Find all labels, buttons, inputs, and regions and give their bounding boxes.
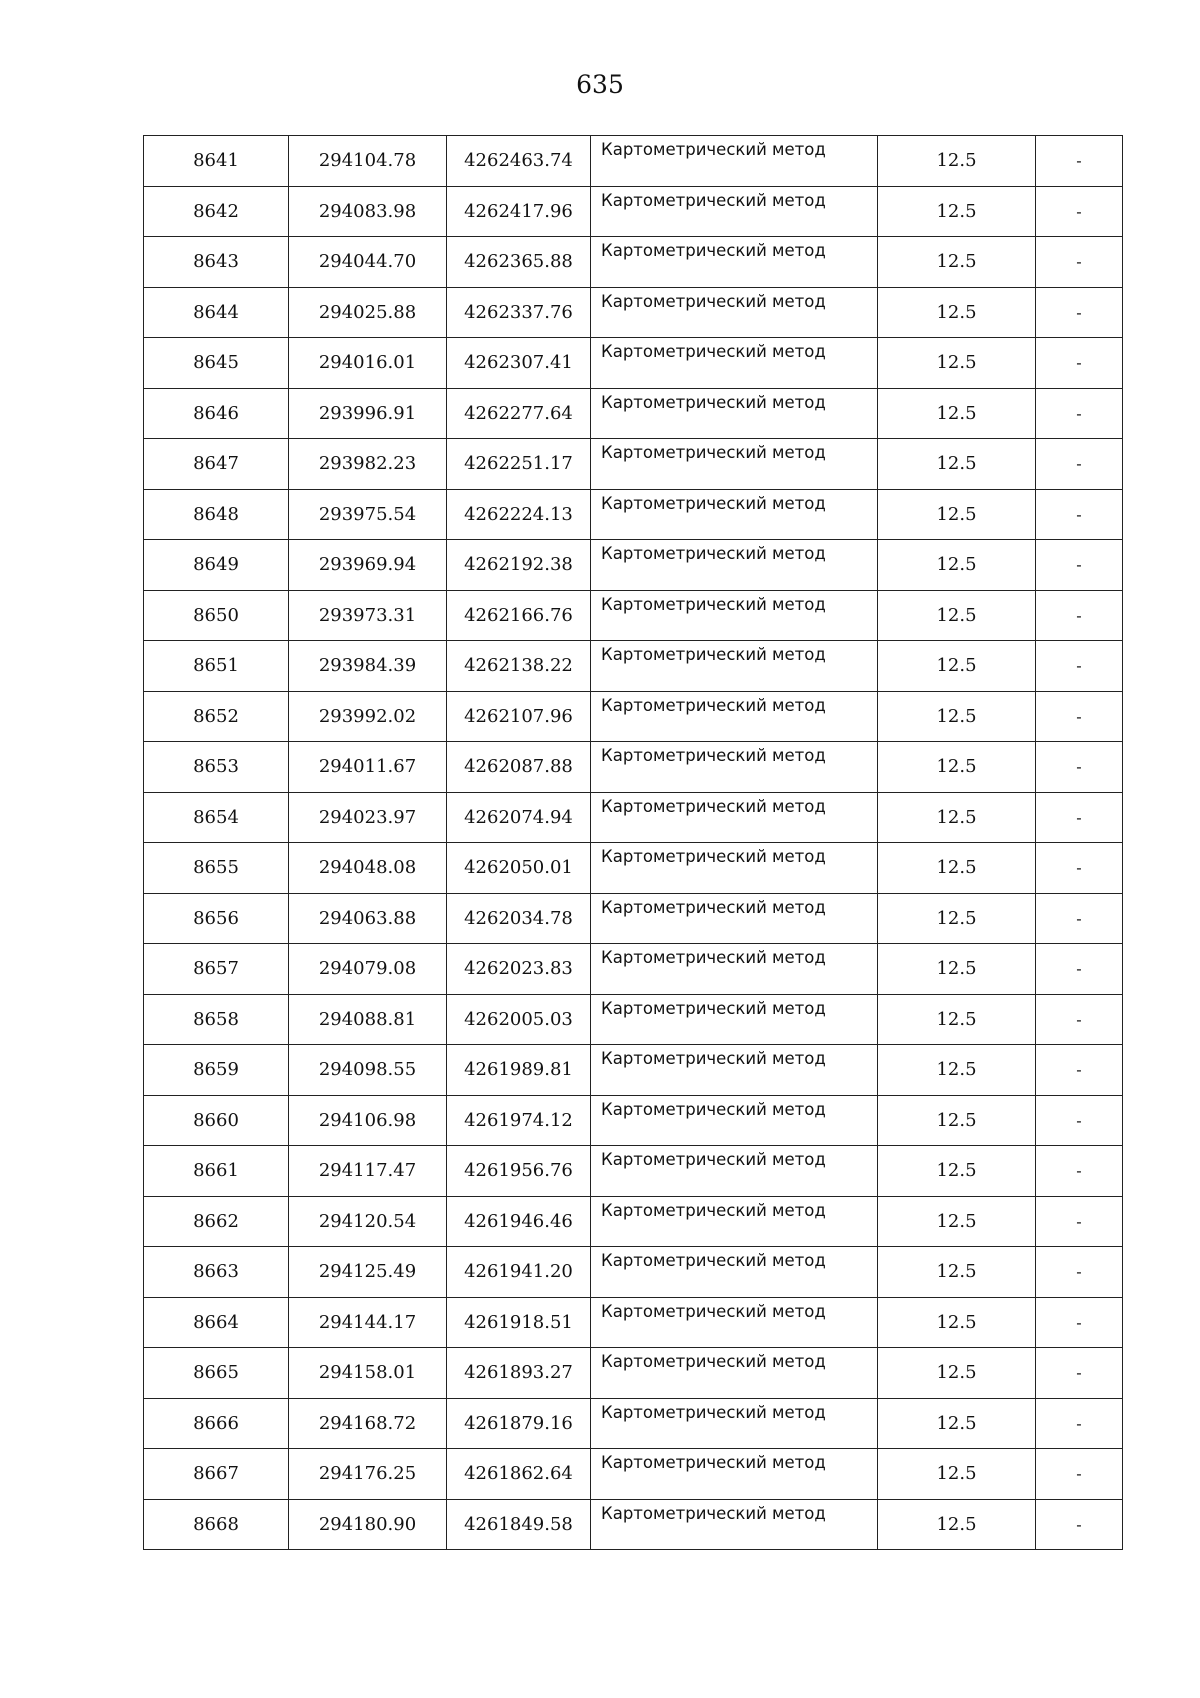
accuracy-cell: 12.5 [878,1095,1036,1146]
point-number-cell: 8657 [144,944,289,995]
point-number-cell: 8667 [144,1449,289,1500]
method-cell: Картометрический метод [591,792,878,843]
note-cell: - [1036,439,1123,490]
method-cell: Картометрический метод [591,338,878,389]
method-cell: Картометрический метод [591,1196,878,1247]
x-coordinate-cell: 294048.08 [289,843,447,894]
accuracy-cell: 12.5 [878,1146,1036,1197]
method-cell: Картометрический метод [591,1297,878,1348]
table-row [144,641,1123,692]
point-number-cell: 8650 [144,590,289,641]
table-row [144,1146,1123,1197]
y-coordinate-cell: 4262337.76 [447,287,591,338]
x-coordinate-cell: 294120.54 [289,1196,447,1247]
table-row [144,1297,1123,1348]
method-cell: Картометрический метод [591,994,878,1045]
method-cell: Картометрический метод [591,439,878,490]
y-coordinate-cell: 4261879.16 [447,1398,591,1449]
note-cell: - [1036,186,1123,237]
y-coordinate-cell: 4262417.96 [447,186,591,237]
method-cell: Картометрический метод [591,540,878,591]
point-number-cell: 8662 [144,1196,289,1247]
table-row [144,1045,1123,1096]
note-cell: - [1036,590,1123,641]
accuracy-cell: 12.5 [878,641,1036,692]
note-cell: - [1036,1095,1123,1146]
table-row [144,338,1123,389]
accuracy-cell: 12.5 [878,540,1036,591]
table-row [144,1449,1123,1500]
note-cell: - [1036,1196,1123,1247]
x-coordinate-cell: 294144.17 [289,1297,447,1348]
method-cell: Картометрический метод [591,1247,878,1298]
y-coordinate-cell: 4261956.76 [447,1146,591,1197]
x-coordinate-cell: 294098.55 [289,1045,447,1096]
y-coordinate-cell: 4262192.38 [447,540,591,591]
table-row [144,1196,1123,1247]
method-cell: Картометрический метод [591,1449,878,1500]
x-coordinate-cell: 293996.91 [289,388,447,439]
page-number: 635 [576,70,624,99]
point-number-cell: 8645 [144,338,289,389]
y-coordinate-cell: 4262087.88 [447,742,591,793]
point-number-cell: 8664 [144,1297,289,1348]
y-coordinate-cell: 4262277.64 [447,388,591,439]
x-coordinate-cell: 294117.47 [289,1146,447,1197]
table-row [144,136,1123,187]
y-coordinate-cell: 4262005.03 [447,994,591,1045]
accuracy-cell: 12.5 [878,237,1036,288]
table-row [144,843,1123,894]
y-coordinate-cell: 4262463.74 [447,136,591,187]
method-cell: Картометрический метод [591,388,878,439]
point-number-cell: 8668 [144,1499,289,1550]
method-cell: Картометрический метод [591,1146,878,1197]
point-number-cell: 8654 [144,792,289,843]
point-number-cell: 8659 [144,1045,289,1096]
table-row [144,186,1123,237]
y-coordinate-cell: 4261946.46 [447,1196,591,1247]
accuracy-cell: 12.5 [878,439,1036,490]
y-coordinate-cell: 4262251.17 [447,439,591,490]
method-cell: Картометрический метод [591,742,878,793]
method-cell: Картометрический метод [591,691,878,742]
point-number-cell: 8656 [144,893,289,944]
point-number-cell: 8648 [144,489,289,540]
x-coordinate-cell: 294011.67 [289,742,447,793]
note-cell: - [1036,287,1123,338]
accuracy-cell: 12.5 [878,893,1036,944]
x-coordinate-cell: 294176.25 [289,1449,447,1500]
note-cell: - [1036,893,1123,944]
y-coordinate-cell: 4262138.22 [447,641,591,692]
y-coordinate-cell: 4262224.13 [447,489,591,540]
note-cell: - [1036,994,1123,1045]
method-cell: Картометрический метод [591,893,878,944]
method-cell: Картометрический метод [591,944,878,995]
method-cell: Картометрический метод [591,287,878,338]
y-coordinate-cell: 4262074.94 [447,792,591,843]
table-row [144,489,1123,540]
point-number-cell: 8658 [144,994,289,1045]
note-cell: - [1036,742,1123,793]
accuracy-cell: 12.5 [878,1499,1036,1550]
x-coordinate-cell: 294044.70 [289,237,447,288]
y-coordinate-cell: 4262023.83 [447,944,591,995]
table-row [144,237,1123,288]
x-coordinate-cell: 294158.01 [289,1348,447,1399]
coordinates-table-body [144,136,1123,1550]
table-row [144,792,1123,843]
accuracy-cell: 12.5 [878,691,1036,742]
accuracy-cell: 12.5 [878,1247,1036,1298]
note-cell: - [1036,1247,1123,1298]
table-row [144,944,1123,995]
method-cell: Картометрический метод [591,590,878,641]
y-coordinate-cell: 4261974.12 [447,1095,591,1146]
accuracy-cell: 12.5 [878,742,1036,793]
note-cell: - [1036,237,1123,288]
accuracy-cell: 12.5 [878,792,1036,843]
method-cell: Картометрический метод [591,641,878,692]
x-coordinate-cell: 294125.49 [289,1247,447,1298]
note-cell: - [1036,792,1123,843]
table-row [144,1247,1123,1298]
x-coordinate-cell: 293973.31 [289,590,447,641]
table-row [144,590,1123,641]
y-coordinate-cell: 4261862.64 [447,1449,591,1500]
x-coordinate-cell: 294104.78 [289,136,447,187]
point-number-cell: 8661 [144,1146,289,1197]
y-coordinate-cell: 4261918.51 [447,1297,591,1348]
x-coordinate-cell: 294088.81 [289,994,447,1045]
method-cell: Картометрический метод [591,237,878,288]
accuracy-cell: 12.5 [878,136,1036,187]
y-coordinate-cell: 4262107.96 [447,691,591,742]
y-coordinate-cell: 4261849.58 [447,1499,591,1550]
note-cell: - [1036,843,1123,894]
accuracy-cell: 12.5 [878,843,1036,894]
accuracy-cell: 12.5 [878,1449,1036,1500]
note-cell: - [1036,1348,1123,1399]
accuracy-cell: 12.5 [878,338,1036,389]
point-number-cell: 8660 [144,1095,289,1146]
x-coordinate-cell: 294180.90 [289,1499,447,1550]
table-row [144,388,1123,439]
point-number-cell: 8644 [144,287,289,338]
y-coordinate-cell: 4262166.76 [447,590,591,641]
x-coordinate-cell: 293982.23 [289,439,447,490]
x-coordinate-cell: 294023.97 [289,792,447,843]
accuracy-cell: 12.5 [878,590,1036,641]
y-coordinate-cell: 4261989.81 [447,1045,591,1096]
y-coordinate-cell: 4261941.20 [447,1247,591,1298]
point-number-cell: 8653 [144,742,289,793]
y-coordinate-cell: 4262365.88 [447,237,591,288]
method-cell: Картометрический метод [591,136,878,187]
y-coordinate-cell: 4262034.78 [447,893,591,944]
point-number-cell: 8666 [144,1398,289,1449]
point-number-cell: 8651 [144,641,289,692]
accuracy-cell: 12.5 [878,489,1036,540]
accuracy-cell: 12.5 [878,388,1036,439]
point-number-cell: 8663 [144,1247,289,1298]
accuracy-cell: 12.5 [878,1297,1036,1348]
note-cell: - [1036,388,1123,439]
method-cell: Картометрический метод [591,489,878,540]
x-coordinate-cell: 294168.72 [289,1398,447,1449]
accuracy-cell: 12.5 [878,994,1036,1045]
table-row [144,439,1123,490]
point-number-cell: 8647 [144,439,289,490]
table-row [144,540,1123,591]
note-cell: - [1036,641,1123,692]
accuracy-cell: 12.5 [878,287,1036,338]
note-cell: - [1036,944,1123,995]
point-number-cell: 8649 [144,540,289,591]
method-cell: Картометрический метод [591,843,878,894]
note-cell: - [1036,1045,1123,1096]
method-cell: Картометрический метод [591,1499,878,1550]
table-row [144,1499,1123,1550]
note-cell: - [1036,1449,1123,1500]
accuracy-cell: 12.5 [878,1196,1036,1247]
note-cell: - [1036,489,1123,540]
point-number-cell: 8655 [144,843,289,894]
coordinates-table [143,135,1123,1550]
x-coordinate-cell: 293969.94 [289,540,447,591]
x-coordinate-cell: 294106.98 [289,1095,447,1146]
point-number-cell: 8665 [144,1348,289,1399]
method-cell: Картометрический метод [591,1348,878,1399]
point-number-cell: 8643 [144,237,289,288]
x-coordinate-cell: 294063.88 [289,893,447,944]
accuracy-cell: 12.5 [878,1398,1036,1449]
table-row [144,742,1123,793]
x-coordinate-cell: 294016.01 [289,338,447,389]
accuracy-cell: 12.5 [878,944,1036,995]
method-cell: Картометрический метод [591,1045,878,1096]
y-coordinate-cell: 4262307.41 [447,338,591,389]
x-coordinate-cell: 294079.08 [289,944,447,995]
x-coordinate-cell: 293975.54 [289,489,447,540]
table-row [144,994,1123,1045]
note-cell: - [1036,338,1123,389]
table-row [144,1348,1123,1399]
x-coordinate-cell: 294025.88 [289,287,447,338]
point-number-cell: 8652 [144,691,289,742]
note-cell: - [1036,540,1123,591]
accuracy-cell: 12.5 [878,1348,1036,1399]
method-cell: Картометрический метод [591,186,878,237]
x-coordinate-cell: 293992.02 [289,691,447,742]
note-cell: - [1036,1297,1123,1348]
y-coordinate-cell: 4262050.01 [447,843,591,894]
note-cell: - [1036,1146,1123,1197]
table-row [144,691,1123,742]
note-cell: - [1036,691,1123,742]
x-coordinate-cell: 293984.39 [289,641,447,692]
note-cell: - [1036,1398,1123,1449]
point-number-cell: 8642 [144,186,289,237]
y-coordinate-cell: 4261893.27 [447,1348,591,1399]
method-cell: Картометрический метод [591,1095,878,1146]
table-row [144,893,1123,944]
point-number-cell: 8646 [144,388,289,439]
note-cell: - [1036,136,1123,187]
table-row [144,1095,1123,1146]
table-row [144,287,1123,338]
accuracy-cell: 12.5 [878,186,1036,237]
method-cell: Картометрический метод [591,1398,878,1449]
note-cell: - [1036,1499,1123,1550]
accuracy-cell: 12.5 [878,1045,1036,1096]
point-number-cell: 8641 [144,136,289,187]
table-row [144,1398,1123,1449]
x-coordinate-cell: 294083.98 [289,186,447,237]
